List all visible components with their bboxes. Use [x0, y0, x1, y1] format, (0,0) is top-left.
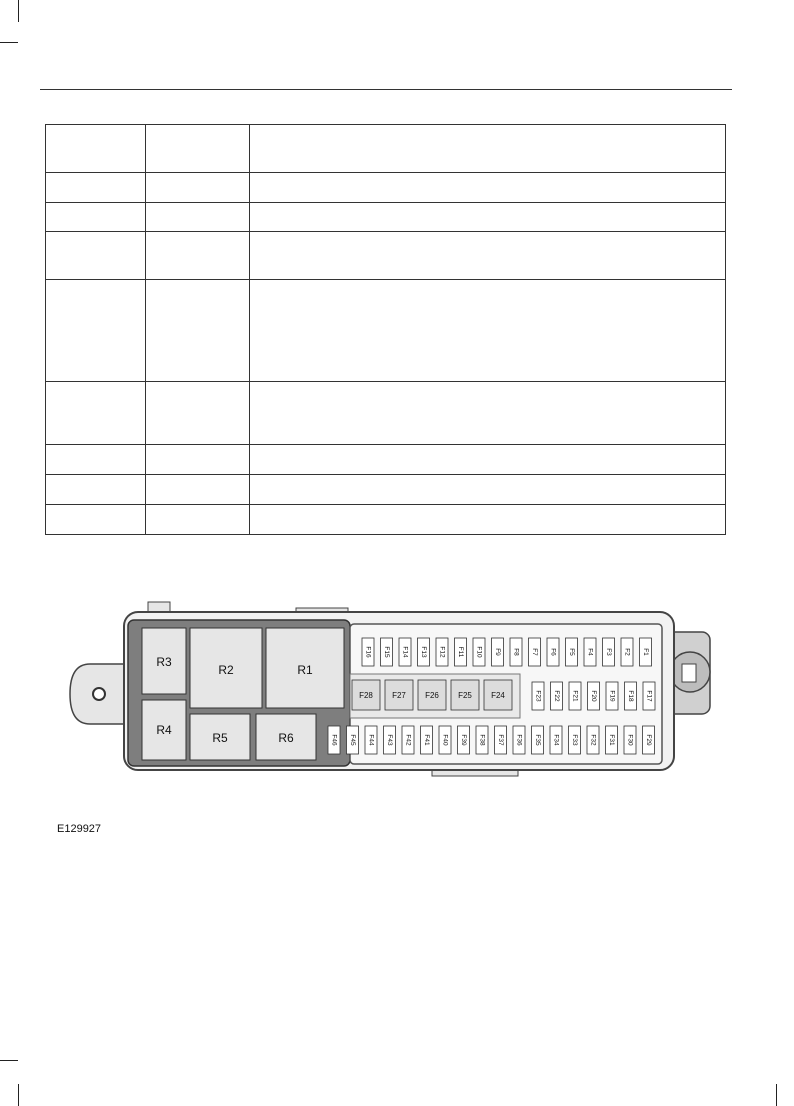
table-cell	[46, 232, 146, 280]
fuse-label: F22	[552, 690, 560, 702]
fuse	[402, 726, 414, 754]
fuse-label: F7	[530, 648, 538, 656]
relay-r4-label: R4	[156, 723, 172, 737]
fuse-label: F42	[404, 734, 412, 746]
table-cell	[250, 280, 726, 382]
fuse-label: F29	[644, 734, 652, 746]
table-row	[46, 382, 726, 445]
fuse	[492, 638, 504, 666]
fuse-label: F45	[348, 734, 356, 746]
fuse-label: F37	[496, 734, 504, 746]
table-cell	[250, 203, 726, 232]
fuse-label: F35	[533, 734, 541, 746]
fuse	[384, 726, 396, 754]
fuse	[566, 638, 578, 666]
fuse	[455, 638, 467, 666]
table-cell	[146, 475, 250, 505]
fuse	[606, 726, 618, 754]
fuse-label: F39	[459, 734, 467, 746]
large-fuse	[418, 680, 446, 710]
fuse	[588, 682, 600, 710]
fuse-label: F17	[645, 690, 653, 702]
table-cell	[146, 280, 250, 382]
mounting-hole	[93, 688, 105, 700]
fuse-label: F31	[607, 734, 615, 746]
fuse-label: F10	[475, 646, 483, 658]
large-fuse	[484, 680, 512, 710]
fuse-label: F4	[586, 648, 594, 656]
table-cell	[46, 445, 146, 475]
relay-r3-label: R3	[156, 655, 172, 669]
table-row	[46, 232, 726, 280]
relay-r5-label: R5	[212, 731, 228, 745]
crop-mark-bottom-left-v	[18, 1084, 19, 1106]
fuse-label: F1	[641, 648, 649, 656]
fuse	[640, 638, 652, 666]
fuse	[439, 726, 451, 754]
table-row	[46, 125, 726, 173]
table-row	[46, 203, 726, 232]
fuse	[547, 638, 559, 666]
fuse	[381, 638, 393, 666]
fuse-label: F23	[534, 690, 542, 702]
large-fuse-label: F24	[491, 691, 505, 700]
table-cell	[146, 505, 250, 535]
fuse	[473, 638, 485, 666]
fuse-label: F30	[626, 734, 634, 746]
fuse-label: F34	[552, 734, 560, 746]
table-cell	[146, 203, 250, 232]
table-cell	[46, 173, 146, 203]
large-fuse	[451, 680, 479, 710]
crop-mark-bottom-left	[0, 1060, 18, 1061]
table-cell	[146, 125, 250, 173]
fuse	[529, 638, 541, 666]
fuse-box-diagram	[60, 596, 720, 782]
fuse	[532, 682, 544, 710]
fuse	[495, 726, 507, 754]
large-fuse	[352, 680, 380, 710]
fuse	[606, 682, 618, 710]
fuse	[643, 682, 655, 710]
table-cell	[250, 505, 726, 535]
fuse-label: F2	[623, 648, 631, 656]
table-row	[46, 280, 726, 382]
fuse-label: F38	[478, 734, 486, 746]
fuse-label: F11	[456, 646, 464, 658]
table-row	[46, 173, 726, 203]
figure-caption: E129927	[57, 823, 102, 835]
fuse-label: F16	[364, 646, 372, 658]
fuse-label: F13	[419, 646, 427, 658]
fuse	[625, 682, 637, 710]
table-cell	[46, 203, 146, 232]
fuse	[532, 726, 544, 754]
fuse	[418, 638, 430, 666]
fuse-label: F18	[626, 690, 634, 702]
header-rule	[40, 89, 732, 90]
fuse	[365, 726, 377, 754]
fuse	[476, 726, 488, 754]
fuse	[643, 726, 655, 754]
table-cell	[250, 125, 726, 173]
table-cell	[146, 445, 250, 475]
large-fuse-label: F27	[392, 691, 406, 700]
fuse	[624, 726, 636, 754]
large-fuse-label: F25	[458, 691, 472, 700]
fuse-label: F40	[441, 734, 449, 746]
fuse	[550, 726, 562, 754]
fuse	[347, 726, 359, 754]
fuse	[621, 638, 633, 666]
fuse-label: F19	[608, 690, 616, 702]
table-cell	[250, 382, 726, 445]
fuse-label: F15	[382, 646, 390, 658]
fuse-label: F36	[515, 734, 523, 746]
table-cell	[250, 232, 726, 280]
fuse	[587, 726, 599, 754]
fuse-label: F33	[570, 734, 578, 746]
large-fuse-label: F28	[359, 691, 373, 700]
table-cell	[46, 505, 146, 535]
fuse-label: F3	[604, 648, 612, 656]
fuse	[603, 638, 615, 666]
fuse	[399, 638, 411, 666]
relay-r1-label: R1	[297, 663, 313, 677]
table-cell	[46, 125, 146, 173]
fuse-label: F20	[589, 690, 597, 702]
relay-r6-label: R6	[278, 731, 294, 745]
fuse	[421, 726, 433, 754]
large-fuse-label: F26	[425, 691, 439, 700]
fuse	[551, 682, 563, 710]
fuse-label: F14	[401, 646, 409, 658]
fuse-label: F6	[549, 648, 557, 656]
fuse	[513, 726, 525, 754]
fuse	[510, 638, 522, 666]
fuse-label: F8	[512, 648, 520, 656]
fuse	[569, 682, 581, 710]
fuse	[436, 638, 448, 666]
table-cell	[250, 475, 726, 505]
table-cell	[250, 445, 726, 475]
fuse	[362, 638, 374, 666]
table-row	[46, 445, 726, 475]
crop-mark-bottom-right-v	[776, 1084, 777, 1106]
table-cell	[146, 232, 250, 280]
fuse-label: F21	[571, 690, 579, 702]
fuse-label: F46	[330, 734, 338, 746]
fuse	[328, 726, 340, 754]
table-cell	[250, 173, 726, 203]
fuse-label: F41	[422, 734, 430, 746]
relay-r2-label: R2	[218, 663, 234, 677]
fuse-label: F9	[493, 648, 501, 656]
table-row	[46, 505, 726, 535]
table-row	[46, 475, 726, 505]
fuse	[458, 726, 470, 754]
fuse-label: F12	[438, 646, 446, 658]
fuse-label: F43	[385, 734, 393, 746]
crop-mark-top-left	[0, 42, 18, 43]
large-fuse	[385, 680, 413, 710]
fuse-label: F5	[567, 648, 575, 656]
connector-pin	[682, 664, 696, 682]
fuse	[569, 726, 581, 754]
table-cell	[146, 173, 250, 203]
fuse	[584, 638, 596, 666]
table-cell	[146, 382, 250, 445]
table-cell	[46, 475, 146, 505]
fuse-table	[45, 124, 726, 535]
crop-mark-top-left-v	[18, 0, 19, 22]
table-cell	[46, 280, 146, 382]
fuse-label: F44	[367, 734, 375, 746]
fuse-label: F32	[589, 734, 597, 746]
table-cell	[46, 382, 146, 445]
